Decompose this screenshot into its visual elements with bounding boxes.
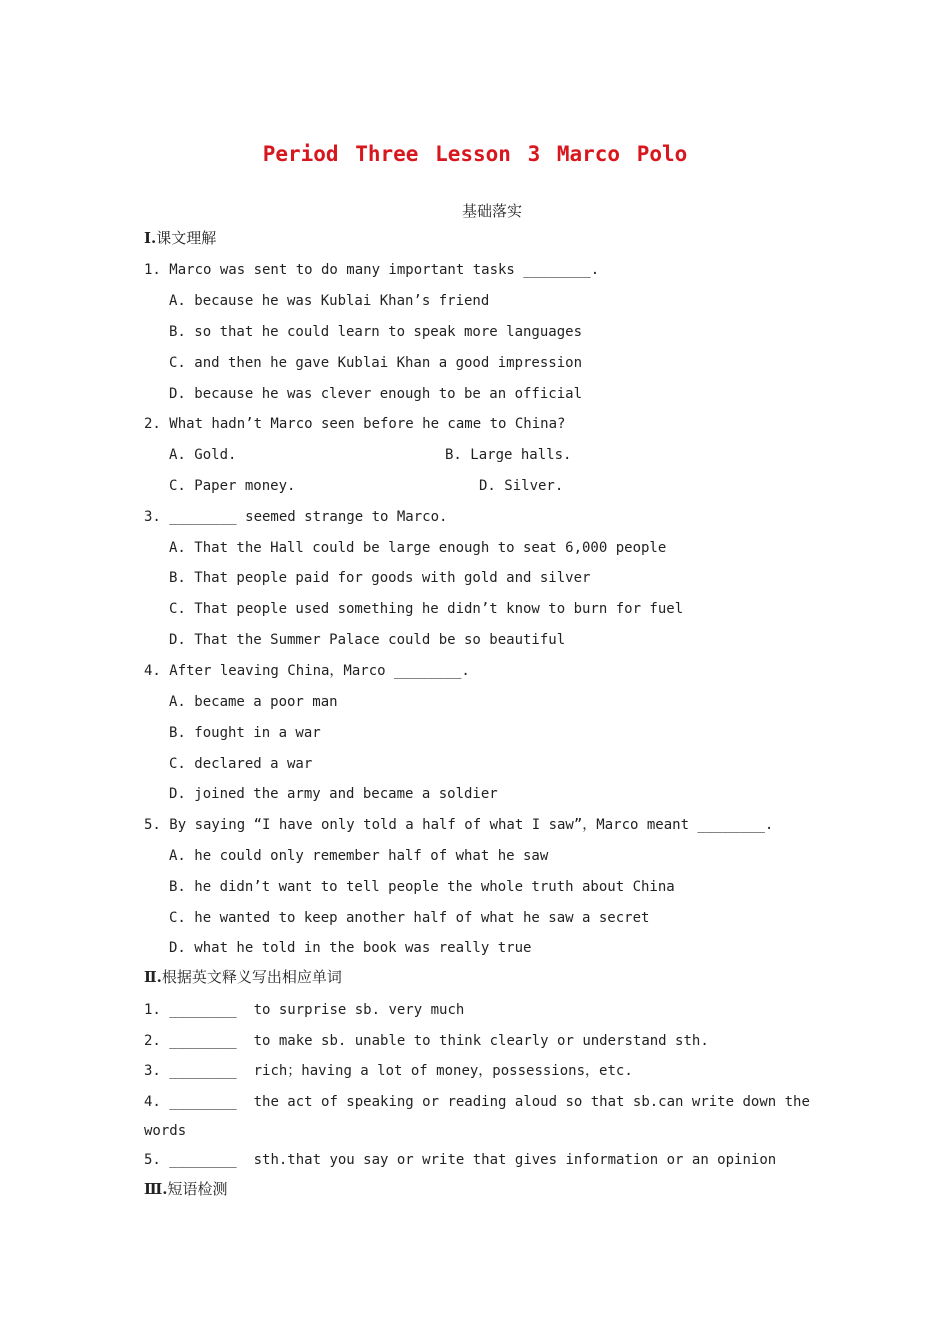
question-3-stem: 3. ________ seemed strange to Marco. bbox=[144, 509, 448, 525]
question-4-option-b: B. fought in a war bbox=[169, 725, 321, 741]
vocab-item: 5. ________ sth.that you say or write that gives information or an opinion bbox=[144, 1152, 777, 1168]
section-subtitle: 基础落实 bbox=[461, 202, 522, 220]
question-2-option-d: D. Silver. bbox=[479, 478, 564, 494]
question-2-option-c: C. Paper money. bbox=[169, 478, 296, 494]
question-4-option-d: D. joined the army and became a soldier bbox=[169, 786, 498, 802]
question-1-option-d: D. because he was clever enough to be an official bbox=[169, 386, 583, 402]
question-3-option-d: D. That the Summer Palace could be so beautiful bbox=[169, 632, 566, 648]
question-4-stem: 4. After leaving China，Marco ________. bbox=[144, 663, 470, 679]
question-2-option-b: B. Large halls. bbox=[445, 447, 572, 463]
question-3-option-a: A. That the Hall could be large enough to seat 6,000 people bbox=[169, 540, 667, 556]
vocab-item: 2. ________ to make sb. unable to think clearly or understand sth. bbox=[144, 1033, 709, 1049]
section-heading-3: Ⅲ.短语检测 bbox=[144, 1180, 228, 1198]
question-5-option-c: C. he wanted to keep another half of what he saw a secret bbox=[169, 910, 650, 926]
question-5-option-b: B. he didn’t want to tell people the whole truth about China bbox=[169, 879, 675, 895]
question-2-stem: 2. What hadn’t Marco seen before he came to China? bbox=[144, 416, 566, 432]
page-title: Period Three Lesson 3 Marco Polo bbox=[262, 142, 688, 166]
question-4-option-c: C. declared a war bbox=[169, 756, 313, 772]
question-5-stem: 5. By saying “I have only told a half of what I saw”，Marco meant ________. bbox=[144, 817, 774, 833]
question-5-option-a: A. he could only remember half of what he saw bbox=[169, 848, 549, 864]
question-2-option-a: A. Gold. bbox=[169, 447, 237, 463]
question-1-stem: 1. Marco was sent to do many important tasks ________. bbox=[144, 262, 600, 278]
question-1-option-b: B. so that he could learn to speak more languages bbox=[169, 324, 583, 340]
section-heading-2: Ⅱ.根据英文释义写出相应单词 bbox=[144, 968, 342, 986]
vocab-item: 3. ________ rich；having a lot of money，possessions，etc. bbox=[144, 1063, 633, 1079]
vocab-item: 1. ________ to surprise sb. very much bbox=[144, 1002, 465, 1018]
vocab-item-continuation: words bbox=[144, 1123, 187, 1139]
question-5-option-d: D. what he told in the book was really true bbox=[169, 940, 532, 956]
question-1-option-a: A. because he was Kublai Khan’s friend bbox=[169, 293, 490, 309]
question-1-option-c: C. and then he gave Kublai Khan a good impression bbox=[169, 355, 583, 371]
question-3-option-c: C. That people used something he didn’t know to burn for fuel bbox=[169, 601, 684, 617]
question-3-option-b: B. That people paid for goods with gold and silver bbox=[169, 570, 591, 586]
vocab-item: 4. ________ the act of speaking or reading aloud so that sb.can write down the bbox=[144, 1094, 810, 1110]
section-heading-1: Ⅰ.课文理解 bbox=[144, 229, 217, 247]
question-4-option-a: A. became a poor man bbox=[169, 694, 338, 710]
